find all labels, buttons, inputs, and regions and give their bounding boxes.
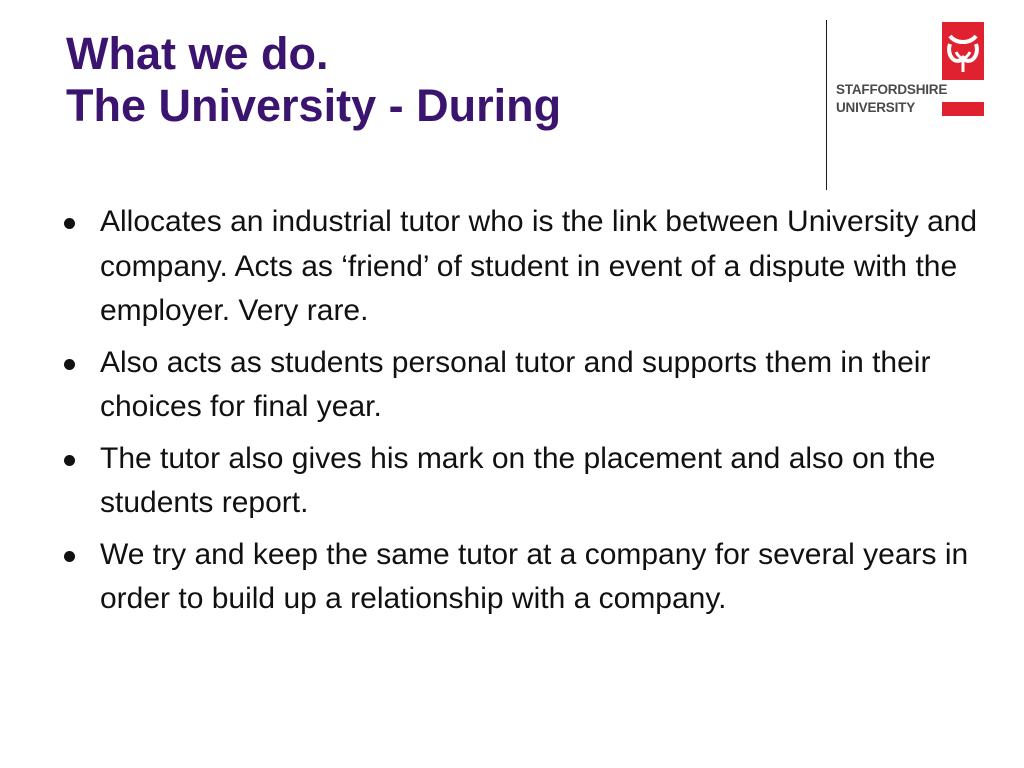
slide-title [66, 28, 561, 132]
title-line-2: The University - During [66, 80, 562, 131]
staffordshire-knot-icon [942, 22, 984, 80]
bullet-text: Allocates an industrial tutor who is the link between University and company. Acts as ‘friend’ of student in event of a dispute with the employer. Very rare. [100, 205, 978, 327]
bullet-text: We try and keep the same tutor at a company for several years in order to build up a relationship with a company. [100, 537, 969, 615]
bullet-text: The tutor also gives his mark on the placement and also on the students report. [100, 441, 936, 519]
title-line-1: What we do. [66, 28, 329, 79]
logo-text-university: UNIVERSITY [836, 100, 916, 115]
logo-red-bar [942, 102, 984, 116]
bullet-list [58, 200, 978, 629]
bullet-item [58, 437, 978, 526]
logo-text-staffordshire: STAFFORDSHIRE [836, 82, 948, 97]
bullet-item [58, 341, 978, 430]
university-logo [836, 22, 986, 122]
bullet-text: Also acts as students personal tutor and supports them in their choices for final year. [100, 345, 931, 423]
bullet-dot-icon [64, 455, 75, 466]
bullet-dot-icon [64, 551, 75, 562]
bullet-dot-icon [64, 218, 75, 229]
bullet-dot-icon [64, 359, 75, 370]
bullet-item [58, 200, 978, 334]
title-divider [826, 20, 827, 190]
bullet-item [58, 533, 978, 622]
